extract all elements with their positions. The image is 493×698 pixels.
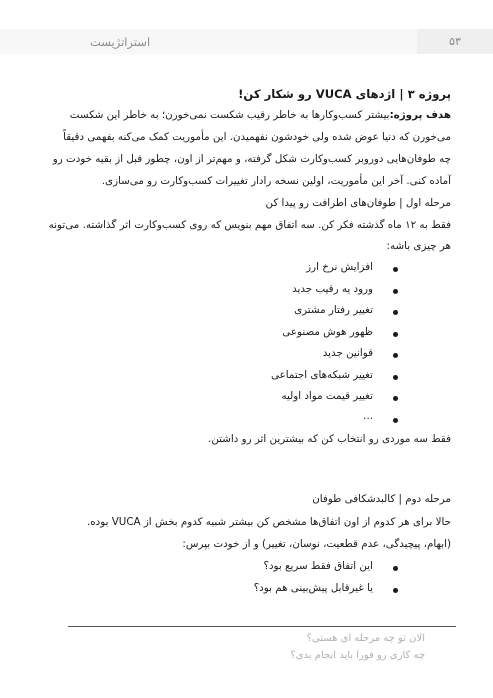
intro-line-3: چه طوفان‌هایی دوروبر کسب‌وکارت شکل گرفته، و مهم‌تر از اون، چطور قبل از بقیه خودت رو <box>52 153 451 165</box>
footer-question-2: چه کاری رو فورا باید انجام بدی؟ <box>290 650 425 661</box>
running-title: استراتژیست <box>90 35 151 49</box>
page-header <box>0 29 493 54</box>
stage1-line-1: فقط به ۱۲ ماه گذشته فکر کن. سه اتفاق مهم بنویس که روی کسب‌وکارت اثر گذاشته. می‌تونه <box>48 219 451 231</box>
stage1-heading: مرحله اول | طوفان‌های اطرافت رو پیدا کن <box>265 197 451 209</box>
stage2-heading: مرحله دوم | کالبدشکافی طوفان <box>312 493 451 505</box>
list-item: ... <box>363 410 373 422</box>
running-title-bar <box>0 29 417 54</box>
bullet-dot <box>393 289 398 294</box>
list-item: تغییر شبکه‌های اجتماعی <box>271 369 373 381</box>
list-item: این اتفاق فقط سریع بود؟ <box>263 560 373 572</box>
list-item: ظهور هوش مصنوعی <box>282 326 373 338</box>
bullet-dot <box>393 332 398 337</box>
stage1-line-2: هر چیزی باشه: <box>386 240 451 252</box>
footer-question-1: الان تو چه مرحله ای هستی؟ <box>306 633 425 644</box>
stage2-line-2: (ابهام، پیچیدگی، عدم قطعیت، نوسان، تغییر) و از خودت بپرس: <box>182 538 451 550</box>
intro-lead: هدف پروژه: <box>389 109 451 121</box>
bullet-dot <box>393 375 398 380</box>
stage1-closing: فقط سه موردی رو انتخاب کن که بیشترین اثر رو داشتن. <box>208 433 451 445</box>
list-item: ورود یه رقیب جدید <box>292 283 373 295</box>
bullet-dot <box>393 588 398 593</box>
list-item: یا غیرقابل پیش‌بینی هم بود؟ <box>253 582 373 594</box>
bullet-dot <box>393 396 398 401</box>
list-item: قوانین جدید <box>322 347 373 359</box>
bullet-dot <box>393 267 398 272</box>
list-item: تغییر قیمت مواد اولیه <box>281 390 373 402</box>
footer-divider <box>68 626 456 627</box>
intro-line-1 <box>42 109 451 121</box>
bullet-dot <box>393 353 398 358</box>
intro-line-4: آماده کنی. آخر این مأموریت، اولین نسخه رادار تغییرات کسب‌وکارت رو می‌سازی. <box>101 175 451 187</box>
intro-line-2: می‌خورن که دنیا عوض شده ولی خودشون نفهمیدن. این مأموریت کمک می‌کنه بفهمی دقیقاً <box>63 131 451 143</box>
list-item: افزایش نرخ ارز <box>306 261 373 273</box>
stage2-line-1: حالا برای هر کدوم از اون اتفاق‌ها مشخص کن بیشتر شبیه کدوم بخش از VUCA بوده. <box>87 516 451 528</box>
section-title: پروژه ۳ | اژدهای VUCA رو شکار کن! <box>238 87 451 101</box>
intro-line-1-text: بیشتر کسب‌وکارها به خاطر رقیب شکست نمی‌خورن؛ به خاطر این شکست <box>69 109 390 121</box>
bullet-dot <box>393 566 398 571</box>
bullet-dot <box>393 418 398 423</box>
page-number: ۵۳ <box>417 29 493 54</box>
bullet-dot <box>393 310 398 315</box>
list-item: تغییر رفتار مشتری <box>294 304 373 316</box>
